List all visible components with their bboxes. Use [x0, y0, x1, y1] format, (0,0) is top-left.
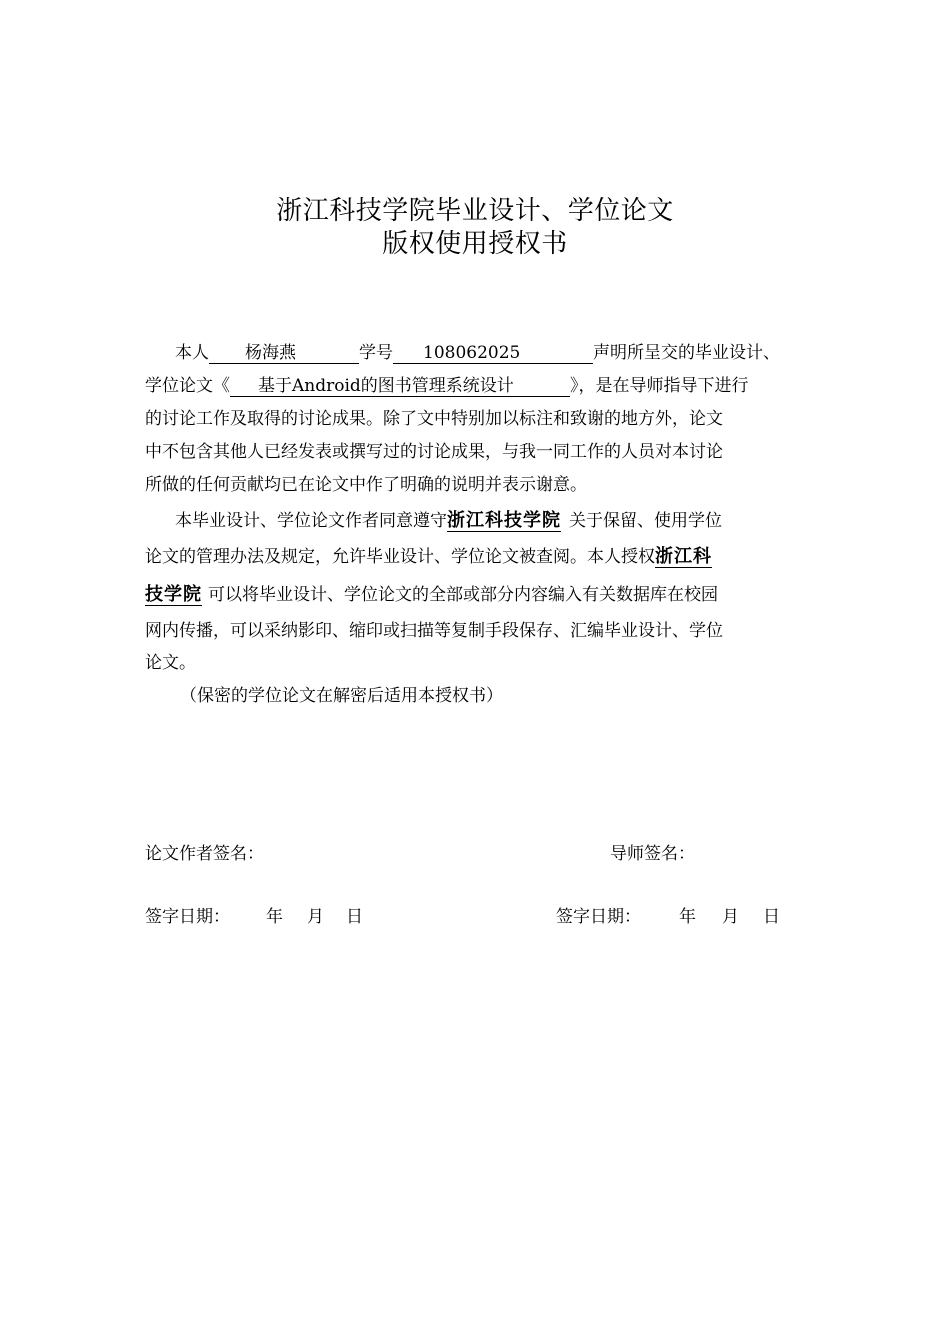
authorization-line-5: 论文。	[145, 653, 196, 673]
authorization-line-1: 本毕业设计、学位论文作者同意遵守浙江科技学院 关于保留、使用学位	[175, 510, 722, 531]
declaration-line-4: 中不包含其他人已经发表或撰写过的讨论成果，与我一同工作的人员对本讨论	[145, 442, 723, 462]
document-title-line1: 浙江科技学院毕业设计、学位论文	[276, 196, 674, 226]
institution-name: 浙江科技学院	[447, 510, 561, 531]
declaration-line-3: 的讨论工作及取得的讨论成果。除了文中特别加以标注和致谢的地方外，论文	[145, 409, 723, 429]
authorization-line-3: 技学院 可以将毕业设计、学位论文的全部或部分内容编入有关数据库在校园	[145, 584, 718, 605]
document-title-line2: 版权使用授权书	[382, 229, 568, 259]
confidential-note: （保密的学位论文在解密后适用本授权书）	[180, 686, 503, 706]
declaration-line-2: 学位论文《 基于Android的图书管理系统设计 》，是在导师指导下进行	[145, 376, 749, 396]
author-signature-label: 论文作者签名：	[145, 844, 264, 864]
thesis-title-field: 基于Android的图书管理系统设计	[230, 376, 570, 397]
authorization-line-4: 网内传播，可以采纳影印、缩印或扫描等复制手段保存、汇编毕业设计、学位	[145, 621, 723, 641]
author-name-field: 杨海燕	[209, 343, 359, 364]
advisor-signature-label: 导师签名：	[610, 844, 695, 864]
advisor-date-line: 签字日期： 年 月 日	[556, 907, 780, 927]
author-date-line: 签字日期： 年 月 日	[145, 907, 363, 927]
institution-name-part1: 浙江科	[655, 546, 712, 567]
declaration-line-5: 所做的任何贡献均已在论文中作了明确的说明并表示谢意。	[145, 475, 587, 495]
institution-name-part2: 技学院	[145, 584, 202, 605]
student-id-field: 108062025	[393, 343, 593, 364]
authorization-line-2: 论文的管理办法及规定，允许毕业设计、学位论文被查阅。本人授权浙江科	[145, 546, 712, 567]
declaration-line-1: 本人 杨海燕 学号 108062025 声明所呈交的毕业设计、	[175, 343, 780, 363]
